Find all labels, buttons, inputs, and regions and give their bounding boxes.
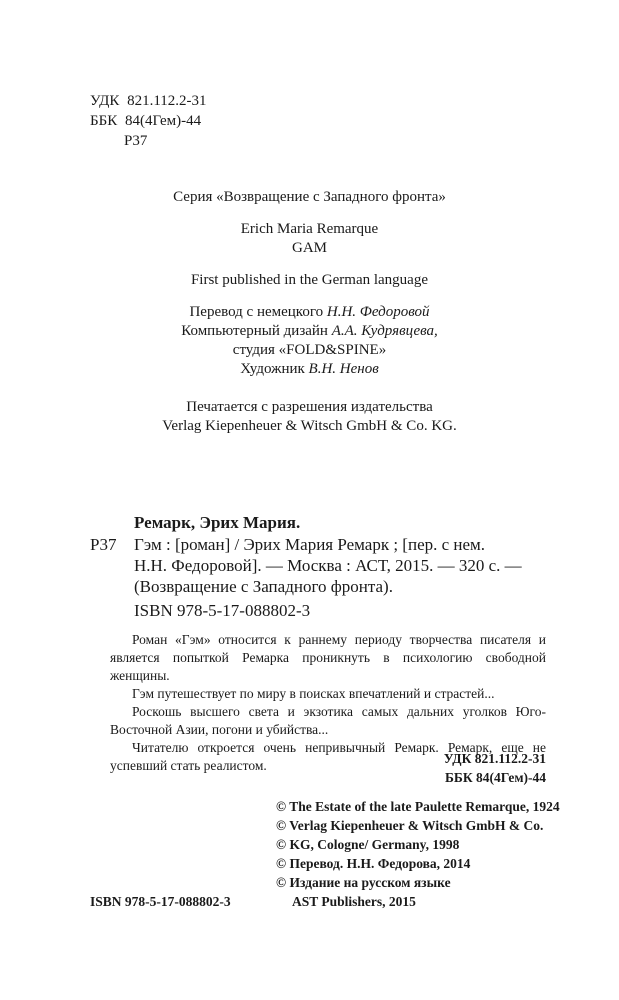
copyright-line: © KG, Cologne/ Germany, 1998 xyxy=(276,837,460,852)
studio-credit: студия «FOLD&SPINE» xyxy=(232,342,387,358)
design-credit xyxy=(0,322,619,340)
artist-name: В.Н. Ненов xyxy=(308,361,379,377)
copyright-line: © Verlag Kiepenheuer & Witsch GmbH & Co. xyxy=(276,818,544,833)
bbk-label: ББК xyxy=(90,113,118,129)
biblio-sign: Р37 xyxy=(90,535,117,554)
artist-label: Художник xyxy=(240,361,305,377)
annotation-paragraph: Роскошь высшего света и экзотика самых дальних уголков Юго-Восточной Азии, погони и убийства... xyxy=(110,704,546,737)
design-label: Компьютерный дизайн xyxy=(181,323,328,339)
annotation-paragraph: Читателю откроется очень непривычный Ремарк. Ремарк, еще не успевший стать реалистом. xyxy=(110,740,546,773)
author-sign-top: Р37 xyxy=(124,133,148,149)
bbk-top xyxy=(90,112,201,130)
annotation-paragraph: Роман «Гэм» относится к раннему периоду творчества писателя и является попыткой Ремарка проникнуть в психологию свободной женщины. xyxy=(110,632,546,683)
udk-label: УДК xyxy=(90,93,120,109)
udk-top xyxy=(90,92,207,110)
series-line: Серия «Возвращение с Западного фронта» xyxy=(173,189,446,205)
copyright-line: © The Estate of the late Paulette Remarque, 1924 xyxy=(276,799,560,814)
biblio-line-2: Н.Н. Федоровой]. — Москва : АСТ, 2015. — 320 с. — xyxy=(134,556,522,575)
udk-code: УДК 821.112.2-31 xyxy=(443,751,546,766)
translation-credit xyxy=(0,303,619,321)
copyright-line: © Издание на русском языке xyxy=(276,875,451,890)
bbk-value: 84(4Гем)-44 xyxy=(124,113,202,129)
bbk-code: ББК 84(4Гем)-44 xyxy=(445,770,546,785)
first-published: First published in the German language xyxy=(190,272,429,288)
copyright-line: © Перевод. Н.Н. Федорова, 2014 xyxy=(276,856,471,871)
footer-isbn: ISBN 978-5-17-088802-3 xyxy=(90,894,231,909)
original-author: Erich Maria Remarque xyxy=(240,221,379,237)
biblio-isbn: ISBN 978-5-17-088802-3 xyxy=(134,601,311,620)
biblio-line-1: Гэм : [роман] / Эрих Мария Ремарк ; [пер. с нем. xyxy=(134,535,486,554)
translator-name: Н.Н. Федоровой xyxy=(326,304,430,320)
biblio-heading: Ремарк, Эрих Мария. xyxy=(134,513,301,532)
translation-label: Перевод с немецкого xyxy=(189,304,324,320)
designer-name: А.А. Кудрявцева, xyxy=(331,323,438,339)
udk-value: 821.112.2-31 xyxy=(127,93,207,109)
permission-line-2: Verlag Kiepenheuer & Witsch GmbH & Co. KG. xyxy=(162,418,457,434)
biblio-line-3: (Возвращение с Западного фронта). xyxy=(134,577,393,596)
biblio-description xyxy=(134,534,546,597)
original-title: GAM xyxy=(291,240,327,256)
publisher-line: AST Publishers, 2015 xyxy=(292,894,416,909)
artist-credit xyxy=(0,360,619,378)
permission-line-1: Печатается с разрешения издательства xyxy=(186,399,433,415)
annotation-paragraph: Гэм путешествует по миру в поисках впечатлений и страстей... xyxy=(132,686,495,701)
